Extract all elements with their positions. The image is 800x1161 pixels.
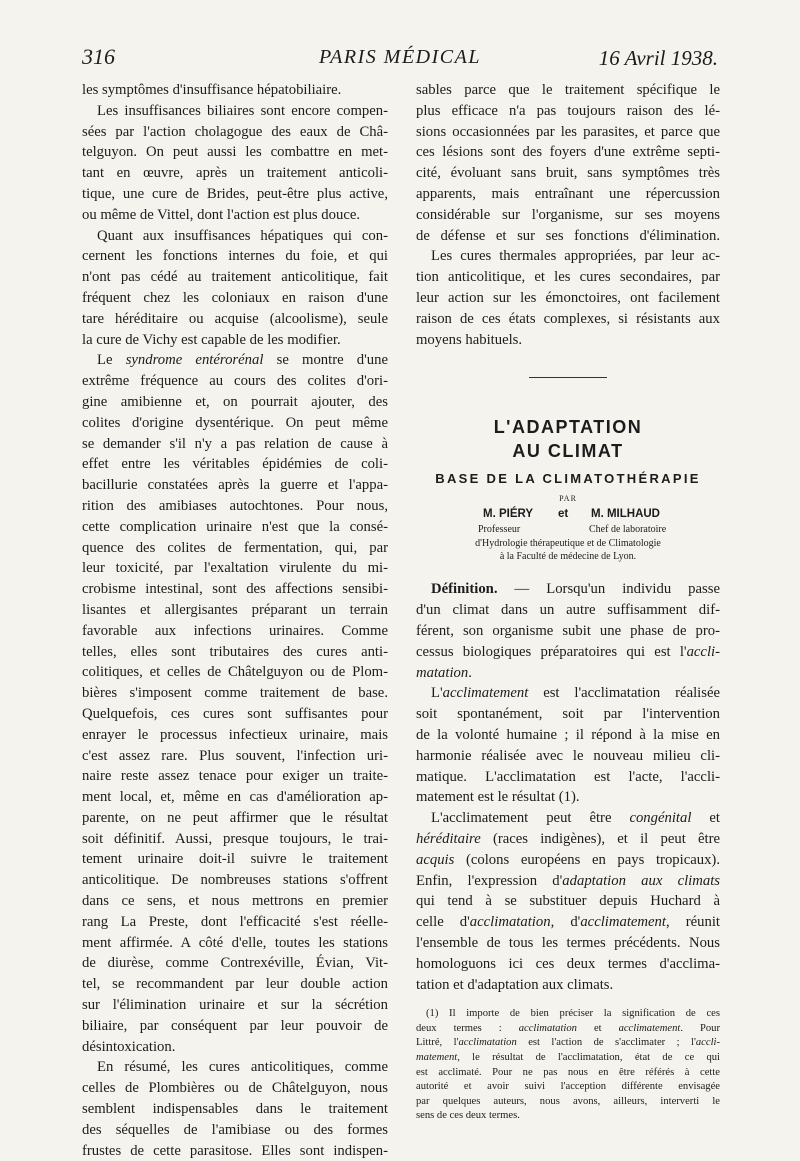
text-run: frustes de cette parasitose. Elles sont indispen- xyxy=(82,1142,388,1159)
text-run: cernent les fonctions internes du foie, et qui xyxy=(82,248,388,265)
authors xyxy=(416,506,720,524)
text-run: ou même de Vittel, dont l'action est plus douce. xyxy=(82,206,361,223)
previous-article-end xyxy=(416,80,720,350)
text-run: est l'acclimatation réalisée xyxy=(528,685,720,702)
text-run: enrayer le processus infectieux urinaire, mais xyxy=(82,726,388,743)
text-line xyxy=(416,621,720,642)
text-line xyxy=(416,600,720,621)
text-line xyxy=(82,475,388,496)
text-run: se montre d'une xyxy=(263,352,388,369)
author-piery: M. PIÉRY xyxy=(483,508,534,521)
text-run: cette complication urinaire n'est que la consé- xyxy=(82,518,388,535)
italic-term: congénital xyxy=(629,810,692,827)
text-line xyxy=(416,912,720,933)
text-line xyxy=(82,101,388,122)
text-run: dans ce sens, et nous mettrons en premier xyxy=(82,893,388,910)
text-run: (races indigènes), et il peut être xyxy=(480,830,720,847)
text-run: telles, elles sont tributaires des cures anti- xyxy=(82,643,388,660)
text-line xyxy=(416,288,720,309)
text-line xyxy=(416,746,720,767)
article-title-line1: L'ADAPTATION xyxy=(493,417,643,438)
footnote-line xyxy=(416,1095,720,1110)
italic-term: acclimatation xyxy=(458,1037,517,1049)
text-run: tare héréditaire ou acquise (alcoolisme), seule xyxy=(82,310,388,327)
text-line xyxy=(82,829,388,850)
article-heading xyxy=(416,416,720,563)
text-line xyxy=(82,1057,388,1078)
text-run: homologuons ici ces deux termes d'acclima- xyxy=(416,955,720,972)
text-run: soit définitif. Aussi, presque toujours, le trai- xyxy=(82,830,388,847)
text-line xyxy=(82,184,388,205)
text-run: ment local, et, même en cas d'amélioration ap- xyxy=(82,789,388,806)
text-run: quence des colites de fermentation, qui, par xyxy=(82,539,388,556)
text-line xyxy=(416,309,720,330)
text-line xyxy=(416,205,720,226)
text-run: d'un climat dans un autre suffisamment dif- xyxy=(416,602,720,619)
running-title: PARIS MÉDICAL xyxy=(319,46,481,68)
text-line xyxy=(82,350,388,371)
italic-term: adaptation aux climats xyxy=(562,872,720,889)
text-run: apparents, mais entraînant une répercussion xyxy=(416,185,720,202)
text-line xyxy=(82,974,388,995)
text-line xyxy=(82,912,388,933)
text-line xyxy=(82,849,388,870)
text-run: lisantes et allergisantes préparant un terrain xyxy=(82,601,388,618)
text-run: L' xyxy=(431,685,443,702)
text-run: tel, se recommandent par leur double action xyxy=(82,976,388,993)
text-run: considérable sur l'organisme, sur ses moyens xyxy=(416,206,720,223)
text-run: Les cures thermales appropriées, par leur ac- xyxy=(431,248,720,265)
role-chef-laboratoire: Chef de laboratoire xyxy=(589,524,667,536)
text-run: celle d' xyxy=(416,914,470,931)
text-line xyxy=(416,122,720,143)
text-run: moyens habituels. xyxy=(416,331,523,348)
text-line xyxy=(82,808,388,829)
text-line xyxy=(416,226,720,247)
text-run: bières s'imposent comme traitement de base. xyxy=(82,685,388,702)
text-run: de diurèse, comme Contrexéville, Évian, Vit- xyxy=(82,955,388,972)
text-line xyxy=(82,704,388,725)
text-line xyxy=(82,1120,388,1141)
text-line xyxy=(82,891,388,912)
text-run: Enfin, l'expression d' xyxy=(416,872,563,889)
text-line xyxy=(82,746,388,767)
text-run: tion anticolitique, et les cures secondaires, par xyxy=(416,269,720,286)
text-line xyxy=(82,517,388,538)
footnote-line xyxy=(416,1051,720,1066)
text-run: plus efficace n'a pas toujours raison des lé- xyxy=(416,102,720,119)
text-run: est acclimaté. Pour ne pas nous en être référés à cette xyxy=(416,1066,720,1078)
text-run: sions occasionnées par les parasites, et parce que xyxy=(416,123,720,140)
text-line xyxy=(416,829,720,850)
text-run: est l'action de s'acclimater ; l' xyxy=(516,1037,696,1049)
italic-term: acclimatation xyxy=(469,914,551,931)
text-line xyxy=(82,787,388,808)
text-line xyxy=(416,579,720,600)
text-run: sables parce que le traitement spécifique le xyxy=(416,82,720,98)
affiliation-line1: d'Hydrologie thérapeutique et de Climatologie xyxy=(475,538,661,550)
text-line xyxy=(82,434,388,455)
text-line xyxy=(82,454,388,475)
text-line xyxy=(416,767,720,788)
text-run: fréquent chez les coloniaux en raison d'une xyxy=(82,289,388,306)
text-run: parente, on ne peut affirmer que le résultat xyxy=(82,809,388,826)
text-line xyxy=(82,1016,388,1037)
text-run: et xyxy=(691,810,720,827)
text-run: , le résultat de l'acclimatation, état de ce qui xyxy=(457,1052,720,1064)
text-run: colites d'origine dysentérique. On peut même xyxy=(82,414,388,431)
text-line xyxy=(82,122,388,143)
text-run: raison de ces états complexes, si résistants aux xyxy=(416,310,720,327)
text-line xyxy=(416,704,720,725)
footnote-line xyxy=(416,1080,720,1095)
text-line xyxy=(416,954,720,975)
text-run: , réunit xyxy=(665,914,720,931)
text-run: biliaire, par conséquent par leur pouvoir de xyxy=(82,1017,388,1034)
text-run: L'acclimatement peut être xyxy=(431,810,630,827)
text-line xyxy=(82,392,388,413)
italic-term: acquis xyxy=(416,851,455,868)
text-run: sens de ces deux termes. xyxy=(416,1110,520,1122)
text-run: Quant aux insuffisances hépatiques qui con- xyxy=(97,227,388,244)
text-run: (1) Il importe de bien préciser la signification de ces xyxy=(426,1008,720,1020)
text-line xyxy=(82,1141,388,1161)
text-line xyxy=(82,267,388,288)
text-line xyxy=(82,163,388,184)
italic-term: héréditaire xyxy=(416,830,481,847)
text-line xyxy=(82,1037,388,1058)
text-line xyxy=(416,975,720,996)
text-line xyxy=(416,330,720,351)
text-run: bacillurie constatées après la guerre et l'appa- xyxy=(82,477,388,494)
text-line xyxy=(82,496,388,517)
text-run: cité, évoluant sans bruit, sans symptômes très xyxy=(416,165,720,182)
footnote-line xyxy=(416,1036,720,1051)
text-line xyxy=(416,808,720,829)
text-run: de la volonté humaine ; il répond à la mise en xyxy=(416,726,720,743)
text-run: sées par l'action cholagogue des eaux de Châ- xyxy=(82,123,388,140)
italic-term: acclimatement xyxy=(618,1022,681,1034)
text-run: leur toxicité, par l'exaltation virulente du mi- xyxy=(82,560,388,577)
text-line xyxy=(416,142,720,163)
text-line xyxy=(416,246,720,267)
text-line xyxy=(82,80,388,101)
issue-date: 16 Avril 1938. xyxy=(598,46,718,70)
text-run: crobisme intestinal, sont des affections sensibi- xyxy=(82,581,388,598)
text-run: tation et d'adaptation aux climats. xyxy=(416,976,614,993)
text-run: extrême fréquence au cours des colites d'ori- xyxy=(82,373,388,390)
text-run: favorable aux infections urinaires. Comme xyxy=(82,622,388,639)
italic-term: acclimatement xyxy=(580,914,666,931)
byline-par: PAR xyxy=(559,494,577,504)
text-line xyxy=(82,600,388,621)
text-run: l'ensemble de tous les termes précédents. Nous xyxy=(416,934,720,951)
text-run: . Pour xyxy=(680,1022,720,1034)
text-line xyxy=(82,371,388,392)
text-line xyxy=(82,1099,388,1120)
text-run: qui tend à se substituer depuis Huchard à xyxy=(416,893,720,910)
text-line xyxy=(416,163,720,184)
text-line xyxy=(416,184,720,205)
text-run: Les insuffisances biliaires sont encore compen- xyxy=(97,102,388,119)
text-run: deux termes : xyxy=(416,1022,519,1034)
italic-term: accli- xyxy=(695,1037,720,1049)
text-run: matement est le résultat (1). xyxy=(416,789,580,806)
text-run: ces lésions sont des foyers d'une extrême septi- xyxy=(416,144,720,161)
italic-term: syndrome entérorénal xyxy=(125,352,264,369)
text-line xyxy=(82,205,388,226)
text-run: anticolitique. De nombreuses stations s'offrent xyxy=(82,872,388,889)
text-line xyxy=(416,787,720,808)
text-run: harmonie réalisée avec le nouveau milieu cli- xyxy=(416,747,720,764)
text-run: tant en œuvre, après un traitement anticoli- xyxy=(82,165,388,182)
text-line xyxy=(82,309,388,330)
section-heading-definition: Définition. xyxy=(431,581,498,598)
text-run: naire reste assez tenace pour exiger un traite- xyxy=(82,768,388,785)
author-conjunction: et xyxy=(558,508,569,521)
text-run: (colons européens en pays tropicaux). xyxy=(454,851,720,868)
italic-term: accli- xyxy=(686,643,720,660)
text-run: colitiques, et celles de Châtelguyon ou de Plom- xyxy=(82,664,388,681)
text-run: — Lorsqu'un individu passe xyxy=(497,581,720,598)
footnote-line xyxy=(416,1022,720,1037)
affiliation-line2: à la Faculté de médecine de Lyon. xyxy=(499,551,637,563)
text-line xyxy=(82,621,388,642)
text-run: des séquelles de l'amibiase ou des formes xyxy=(82,1121,388,1138)
right-column xyxy=(416,80,720,1124)
text-run: gine amibienne et, on pourrait ajouter, des xyxy=(82,393,388,410)
text-line xyxy=(82,725,388,746)
text-line xyxy=(82,538,388,559)
text-run: telguyon. On peut aussi les combattre en met- xyxy=(82,144,388,161)
text-run: de défense et sur ses fonctions d'élimination. xyxy=(416,227,720,244)
text-run: Quelquefois, ces cures sont suffisantes pour xyxy=(82,705,388,722)
text-run: Littré, l' xyxy=(416,1037,459,1049)
text-line xyxy=(416,725,720,746)
page-header xyxy=(82,44,718,78)
text-run: semblent indispensables dans le traitement xyxy=(82,1101,388,1118)
text-run: n'ont pas cédé au traitement anticolitique, fait xyxy=(82,269,388,286)
italic-term: acclimatation xyxy=(518,1022,577,1034)
text-line xyxy=(82,288,388,309)
text-line xyxy=(82,766,388,787)
text-line xyxy=(416,642,720,663)
article-body xyxy=(416,579,720,995)
text-line xyxy=(82,226,388,247)
text-run: rition des amibiases autochtones. Pour nous, xyxy=(82,497,388,514)
text-line xyxy=(82,870,388,891)
author-milhaud: M. MILHAUD xyxy=(591,508,660,521)
text-line xyxy=(416,933,720,954)
section-separator xyxy=(529,377,607,378)
text-run: désintoxication. xyxy=(82,1038,176,1055)
italic-term: matement xyxy=(416,1052,458,1064)
text-line xyxy=(82,995,388,1016)
text-line xyxy=(416,663,720,684)
page-number: 316 xyxy=(82,44,115,69)
role-professeur: Professeur xyxy=(478,524,521,536)
text-line xyxy=(416,267,720,288)
italic-term: matation xyxy=(416,664,469,681)
text-run: effet entre les véritables épidémies de coli- xyxy=(82,456,388,473)
text-run: c'est assez rare. Plus souvent, l'infection uri- xyxy=(82,747,388,764)
footnote-line xyxy=(416,1066,720,1081)
text-line xyxy=(416,101,720,122)
text-line xyxy=(416,683,720,704)
text-run: par quelques auteurs, nous avons, ailleurs, interverti le xyxy=(416,1095,720,1107)
text-line xyxy=(82,933,388,954)
text-run: et xyxy=(576,1022,619,1034)
left-column xyxy=(82,80,388,1161)
text-line xyxy=(82,142,388,163)
text-run: férent, son organisme subit une phase de pro- xyxy=(416,622,720,639)
text-line xyxy=(82,558,388,579)
text-line xyxy=(82,579,388,600)
author-roles xyxy=(416,524,720,537)
footnote-line xyxy=(416,1007,720,1022)
text-run: celles de Plombières ou de Châtelguyon, nous xyxy=(82,1080,388,1097)
text-line xyxy=(416,850,720,871)
text-run: autorité et avoir suivi l'acception différente envisagée xyxy=(416,1081,720,1093)
text-line xyxy=(82,1078,388,1099)
text-run: leur action sur les émonctoires, ont facilement xyxy=(416,289,720,306)
text-run: sur l'élimination urinaire et sur la sécrétion xyxy=(82,997,388,1014)
text-line xyxy=(82,662,388,683)
text-line xyxy=(82,330,388,351)
text-run: Le xyxy=(97,352,126,369)
text-run: soit spontanément, soit par l'intervention xyxy=(416,706,720,723)
text-line xyxy=(82,642,388,663)
text-line xyxy=(416,891,720,912)
text-line xyxy=(82,683,388,704)
text-line xyxy=(82,246,388,267)
text-line xyxy=(82,413,388,434)
text-run: , d' xyxy=(550,914,581,931)
text-run: se demander s'il n'y a pas relation de cause à xyxy=(82,435,388,452)
text-run: rang La Preste, dont l'efficacité s'est réelle- xyxy=(82,913,388,930)
text-run: tement urinaire doit-il suivre le traitement xyxy=(82,851,388,868)
footnote xyxy=(416,1007,720,1124)
text-run: ment affirmée. A côté d'elle, toutes les stations xyxy=(82,934,388,951)
text-run: En résumé, les cures anticolitiques, comme xyxy=(97,1059,388,1076)
text-run: la cure de Vichy est capable de les modifier. xyxy=(82,331,341,348)
text-run: cessus biologiques préparatoires qui est l' xyxy=(416,643,687,660)
text-run: matique. L'acclimatation est l'acte, l'accli- xyxy=(416,768,720,785)
text-run: les symptômes d'insuffisance hépatobiliaire. xyxy=(82,82,342,98)
article-subtitle: BASE DE LA CLIMATOTHÉRAPIE xyxy=(435,471,701,487)
text-run: tique, une cure de Brides, peut-être plus active, xyxy=(82,185,388,202)
text-line xyxy=(416,871,720,892)
article-title-line2: AU CLIMAT xyxy=(512,441,624,462)
text-line xyxy=(416,80,720,101)
italic-term: acclimatement xyxy=(442,685,529,702)
text-run: . xyxy=(468,664,472,681)
footnote-line xyxy=(416,1109,720,1124)
text-line xyxy=(82,953,388,974)
